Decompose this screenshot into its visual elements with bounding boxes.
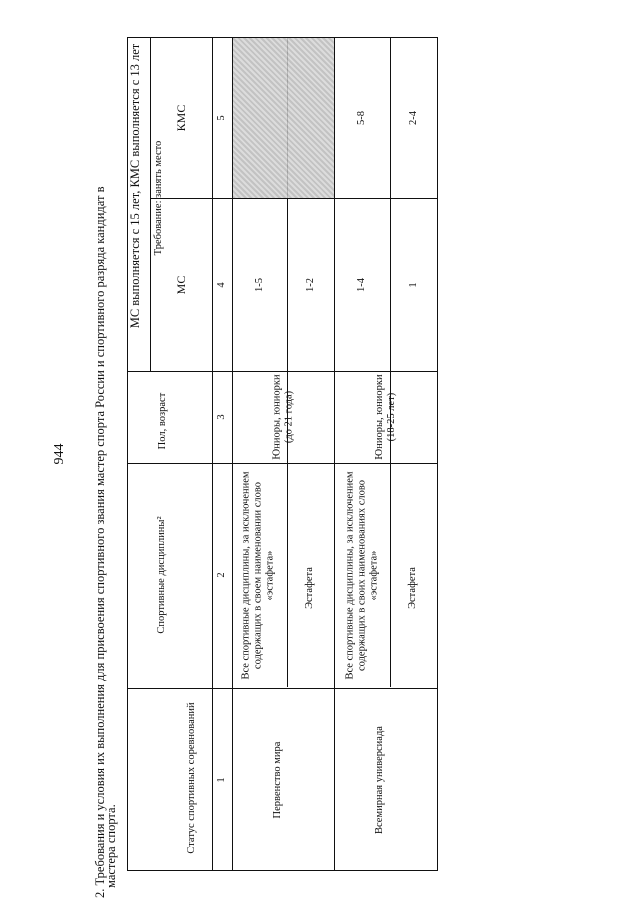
row1-sub2-ms: 1-2 xyxy=(305,278,316,292)
header-sex-age: Пол, возраст xyxy=(157,392,168,450)
row2-sub1-kms: 5-8 xyxy=(356,111,367,125)
heading-line-2-rot: мастера спорта. xyxy=(104,804,118,888)
t-c1-c2 xyxy=(127,688,438,689)
header-kms: КМС xyxy=(174,104,188,132)
row1-sub1-discipline: Все спортивные дисциплины, за исключением содержащих в своем наименовании слово «эстафета» xyxy=(240,471,275,680)
heading-line-1-rot: 2. Требования и условия их выполнения для присвоения спортивного звания мастер спорта России и спортивного разряда кандидат в xyxy=(93,186,107,898)
row1-sex-age: Юниоры, юниорки (до 21 года) xyxy=(271,374,295,460)
t-header-sep xyxy=(212,37,213,871)
col-number-1: 1 xyxy=(216,777,227,783)
shaded-kms-cell xyxy=(233,38,334,198)
t-bottom xyxy=(127,870,438,871)
t-c4-c5 xyxy=(150,198,438,199)
age-note-rot: МС выполняется с 15 лет, КМС выполняется с 13 лет xyxy=(128,43,142,329)
header-disciplines: Спортивные дисциплины² xyxy=(156,516,167,634)
col-number-3: 3 xyxy=(216,414,227,420)
page-number-rot: 944 xyxy=(52,443,67,465)
header-requirement: Требование: занять место xyxy=(153,140,164,256)
row2-status: Всемирная универсиада xyxy=(374,726,385,834)
row2-sub1-discipline: Все спортивные дисциплины, за исключением содержащих в своих наименованиях слово «эстафета» xyxy=(344,471,379,680)
col-number-5: 5 xyxy=(216,115,227,121)
col-number-4: 4 xyxy=(216,282,227,288)
row2-sub2-discipline: Эстафета xyxy=(407,567,418,609)
t-row-sep xyxy=(334,37,335,871)
row2-sub2-kms: 2-4 xyxy=(408,111,419,125)
row1-sub1-ms: 1-5 xyxy=(254,278,265,292)
row1-status: Первенство мира xyxy=(272,741,283,819)
col-number-2: 2 xyxy=(216,572,227,578)
row1-sub2-discipline: Эстафета xyxy=(304,567,315,609)
header-ms: МС xyxy=(174,275,188,295)
t-right xyxy=(437,37,438,871)
header-status: Статус спортивных соревнований xyxy=(186,702,197,854)
row2-sex-age: Юниоры, юниорки (18-25 лет) xyxy=(374,374,397,460)
row2-sub1-ms: 1-4 xyxy=(356,278,367,292)
row2-sub2-ms: 1 xyxy=(408,282,419,288)
